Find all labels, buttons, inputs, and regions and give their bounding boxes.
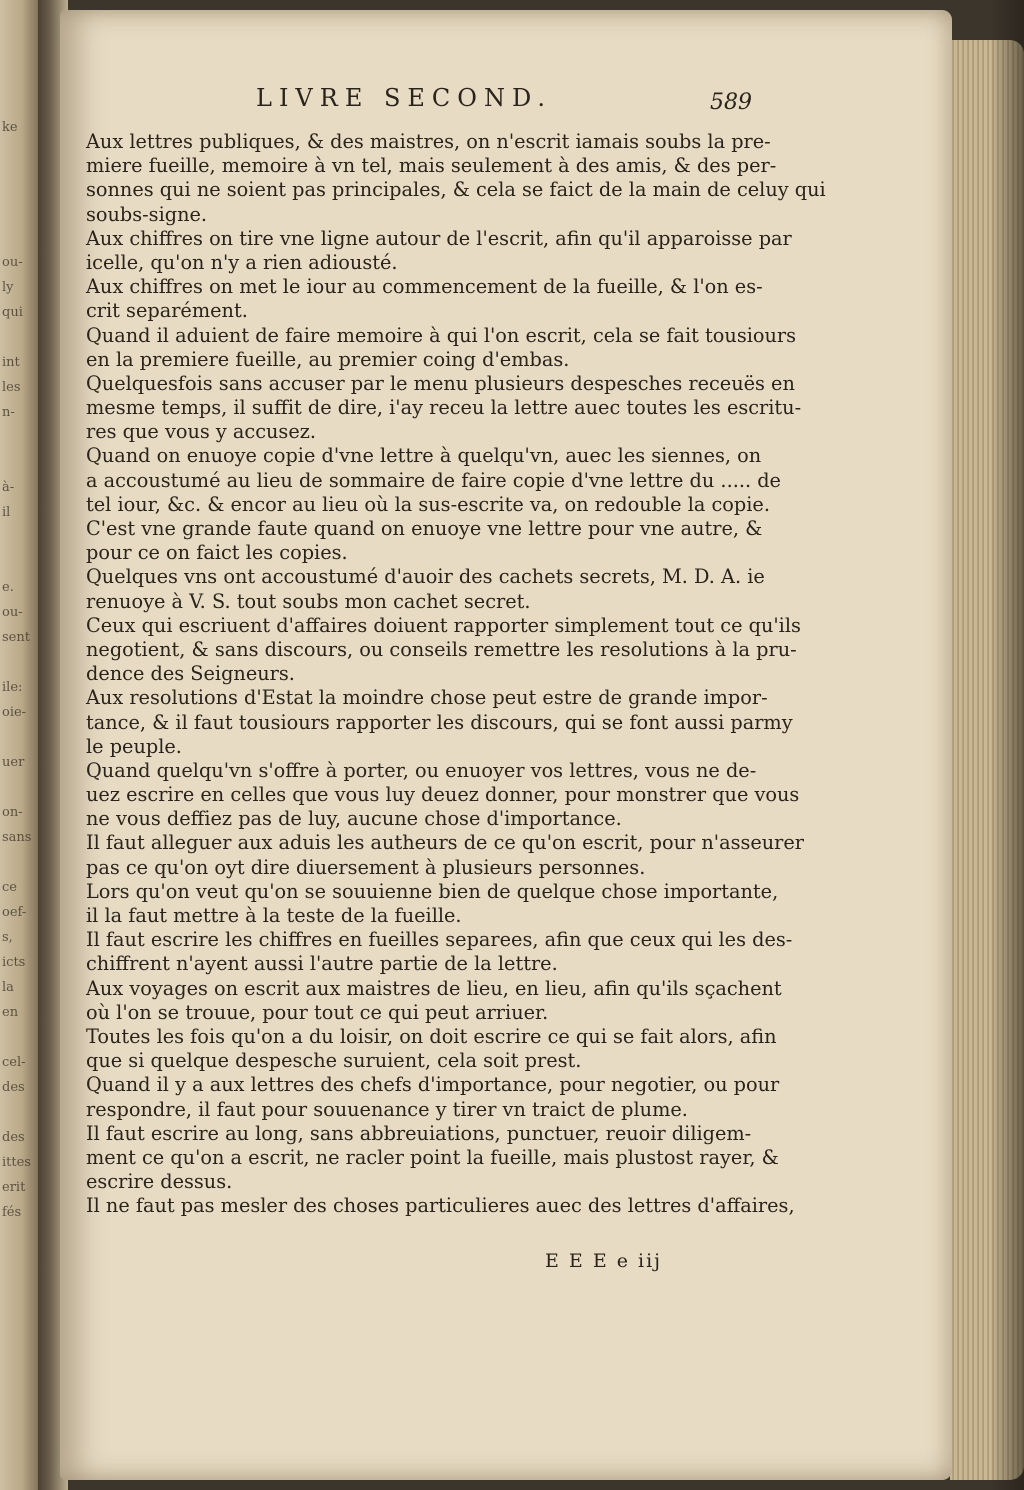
text-line: C'est vne grande faute quand on enuoye vne lettre pour vne autre, & <box>86 517 763 540</box>
facing-page-fragment: on- <box>2 805 23 820</box>
facing-page-fragment: erit <box>2 1180 26 1195</box>
facing-page-fragment: uer <box>2 755 25 770</box>
facing-page-fragment: ou- <box>2 605 23 620</box>
text-line: Il faut alleguer aux aduis les autheurs de ce qu'on escrit, pour n'asseurer <box>86 831 805 855</box>
text-line: Il faut escrire les chiffres en fueilles separees, afin que ceux qui les des- <box>86 928 793 952</box>
facing-page-fragment: icts <box>2 955 26 970</box>
facing-page-fragment: des <box>2 1130 25 1145</box>
facing-page-fragment: en <box>2 1005 19 1020</box>
text-line: sonnes qui ne soient pas principales, & cela se faict de la main de celuy qui <box>86 178 826 202</box>
facing-page-fragment: il <box>2 505 11 520</box>
facing-page-fragment: sans <box>2 830 32 845</box>
text-line: où l'on se trouue, pour tout ce qui peut arriuer. <box>86 1000 549 1024</box>
page-number: 589 <box>710 90 752 115</box>
text-line: Ceux qui escriuent d'affaires doiuent rapporter simplement tout ce qu'ils <box>86 613 801 637</box>
text-line: Quand il aduient de faire memoire à qui l'on escrit, cela se fait tousiours <box>86 323 797 347</box>
text-line: chiffrent n'ayent aussi l'autre partie de la lettre. <box>86 952 558 976</box>
facing-page-fragment: ce <box>2 880 17 895</box>
running-header: LIVRE SECOND. <box>256 84 552 112</box>
text-line: Lors qu'on veut qu'on se souuienne bien de quelque chose importante, <box>86 879 779 903</box>
text-line: Aux voyages on escrit aux maistres de lieu, en lieu, afin qu'ils sçachent <box>86 976 782 1000</box>
text-line: Quand il y a aux lettres des chefs d'importance, pour negotier, ou pour <box>86 1073 780 1097</box>
text-line: ne vous deffiez pas de luy, aucune chose d'importance. <box>86 807 622 831</box>
text-line: Aux chiffres on tire vne ligne autour de l'escrit, afin qu'il apparoisse par <box>86 226 792 250</box>
text-line: pas ce qu'on oyt dire diuersement à plusieurs personnes. <box>86 855 646 879</box>
text-line: tel iour, &c. & encor au lieu où la sus-escrite va, on redouble la copie. <box>86 492 770 516</box>
text-line: le peuple. <box>86 734 182 758</box>
facing-page-fragment: ou- <box>2 255 23 270</box>
edge-shadow <box>990 0 1024 1490</box>
text-line: Aux lettres publiques, & des maistres, on n'escrit iamais soubs la pre- <box>86 130 771 153</box>
text-line: Quand on enuoye copie d'vne lettre à quelqu'vn, auec les siennes, on <box>86 444 762 468</box>
text-line: negotient, & sans discours, ou conseils remettre les resolutions à la pru- <box>86 637 797 661</box>
facing-page-fragment: fés <box>2 1205 22 1220</box>
text-line: icelle, qu'on n'y a rien adiousté. <box>86 250 398 274</box>
facing-page-fragment: s, <box>2 930 13 945</box>
page-text <box>86 130 826 1218</box>
facing-page-fragment: la <box>2 980 14 995</box>
text-line: Aux chiffres on met le iour au commencement de la fueille, & l'on es- <box>86 275 763 299</box>
text-line: a accoustumé au lieu de sommaire de faire copie d'vne lettre du ..... de <box>86 468 781 492</box>
facing-page-fragment: ke <box>2 120 18 135</box>
facing-page-fragment: e. <box>2 580 14 595</box>
text-line: Il ne faut pas mesler des choses particulieres auec des lettres d'affaires, <box>86 1194 795 1218</box>
facing-page-fragment: oef- <box>2 905 27 920</box>
text-line: que si quelque despesche suruient, cela soit prest. <box>86 1049 582 1073</box>
text-line: en la premiere fueille, au premier coing d'embas. <box>86 347 570 371</box>
text-line: Toutes les fois qu'on a du loisir, on doit escrire ce qui se fait alors, afin <box>86 1024 777 1048</box>
text-line: Quand quelqu'vn s'offre à porter, ou enuoyer vos lettres, vous ne de- <box>86 758 757 782</box>
facing-page-fragment: ittes <box>2 1155 31 1170</box>
facing-page-fragment: des <box>2 1080 25 1095</box>
text-line: dence des Seigneurs. <box>86 662 295 686</box>
text-line: Il faut escrire au long, sans abbreuiations, punctuer, reuoir diligem- <box>86 1121 752 1145</box>
facing-page-fragment: ly <box>2 280 14 295</box>
text-line: soubs-signe. <box>86 202 208 226</box>
text-line: crit separément. <box>86 299 248 323</box>
text-line: Quelques vns ont accoustumé d'auoir des cachets secrets, M. D. A. ie <box>86 565 765 589</box>
text-line: mesme temps, il suffit de dire, i'ay receu la lettre auec toutes les escritu- <box>86 396 802 420</box>
text-line: Aux resolutions d'Estat la moindre chose peut estre de grande impor- <box>86 686 768 710</box>
facing-page-edge <box>0 0 40 1490</box>
text-line: il la faut mettre à la teste de la fueille. <box>86 904 462 927</box>
text-line: renuoye à V. S. tout soubs mon cachet secret. <box>86 589 531 613</box>
facing-page-fragment: cel- <box>2 1055 26 1070</box>
facing-page-fragment: qui <box>2 305 23 320</box>
text-line: res que vous y accusez. <box>86 420 317 444</box>
facing-page-fragment: à- <box>2 480 15 495</box>
facing-page-fragment: oie- <box>2 705 27 720</box>
text-line: escrire dessus. <box>86 1170 233 1194</box>
text-line: pour ce on faict les copies. <box>86 541 348 565</box>
facing-page-fragment: sent <box>2 630 30 645</box>
text-line: Quelquesfois sans accuser par le menu plusieurs despesches receuës en <box>86 371 795 395</box>
text-line: ment ce qu'on a escrit, ne racler point la fueille, mais plustost rayer, & <box>86 1145 779 1169</box>
text-line: respondre, il faut pour souuenance y tirer vn traict de plume. <box>86 1097 688 1121</box>
facing-page-fragment: n- <box>2 405 15 420</box>
text-line: uez escrire en celles que vous luy deuez donner, pour monstrer que vous <box>86 783 800 807</box>
facing-page-fragment: ile: <box>2 680 23 695</box>
text-line: tance, & il faut tousiours rapporter les discours, qui se font aussi parmy <box>86 710 793 734</box>
facing-page-fragment: int <box>2 355 20 370</box>
text-line: miere fueille, memoire à vn tel, mais seulement à des amis, & des per- <box>86 154 777 178</box>
facing-page-fragment: les <box>2 380 21 395</box>
signature-mark: E E E e iij <box>545 1250 663 1272</box>
